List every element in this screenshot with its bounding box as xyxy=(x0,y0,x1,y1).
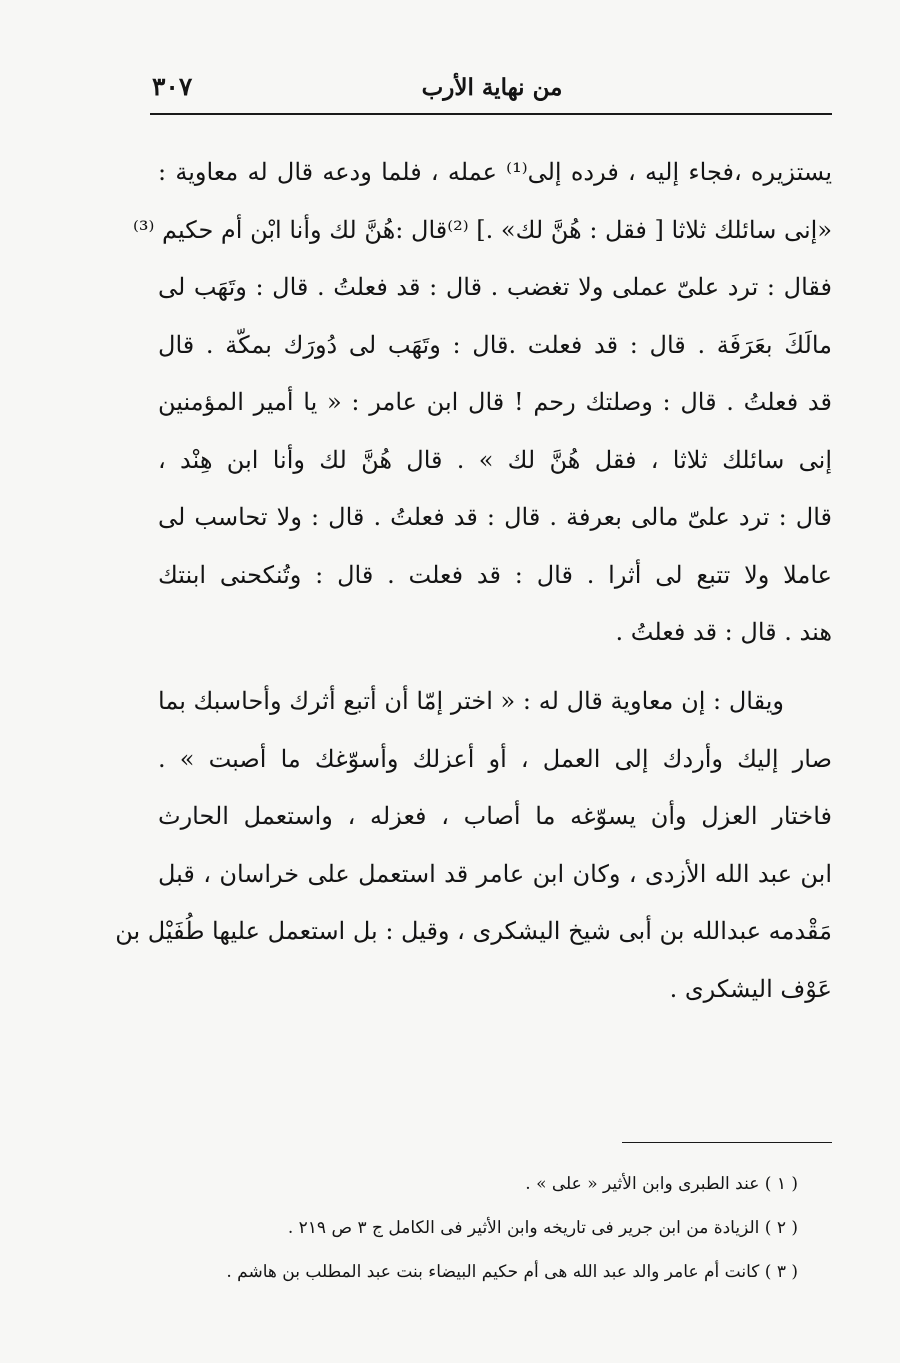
text-line: فقال : ترد علىّ عملى ولا تغضب . قال : قد فعلتُ . قال : وتَهَب لى xyxy=(158,273,832,301)
footnote-3: ( ٣ ) كانت أم عامر والد عبد الله هى أم حكيم البيضاء بنت عبد المطلب بن هاشم . xyxy=(226,1262,798,1282)
text-line: «إنى سائلك ثلاثا [ فقل : هُنَّ لك» .] ⁽²⁾قال :هُنَّ لك وأنا ابْن أم حكيم ⁽³⁾ xyxy=(132,215,832,244)
footnote-1: ( ١ ) عند الطبرى وابن الأثير « على » . xyxy=(525,1174,798,1194)
text-line: صار إليك وأردك إلى العمل ، أو أعزلك وأسوّغك ما أصبت » . xyxy=(158,744,832,773)
header-rule xyxy=(150,113,832,115)
footnote-rule xyxy=(622,1142,832,1143)
text-line: عَوْف اليشكرى . xyxy=(669,974,832,1003)
text-line: قد فعلتُ . قال : وصلتك رحم ! قال ابن عامر : « يا أمير المؤمنين xyxy=(158,388,832,416)
text-line: ابن عبد الله الأزدى ، وكان ابن عامر قد استعمل على خراسان ، قبل xyxy=(158,859,832,888)
text-line: مالَكَ بعَرَفَة . قال : قد فعلت .قال : وتَهَب لى دُورَك بمكّة . قال xyxy=(158,330,832,359)
paragraph-2 xyxy=(115,673,832,1018)
text-line: هند . قال : قد فعلتُ . xyxy=(615,618,832,646)
footnotes xyxy=(158,1162,798,1294)
text-line: مَقْدمه عبدالله بن أبى شيخ اليشكرى ، وقيل : بل استعمل عليها طُفَيْل بن xyxy=(115,917,832,945)
running-head xyxy=(152,70,832,112)
text-line: فاختار العزل وأن يسوّغه ما أصاب ، فعزله ، واستعمل الحارث xyxy=(158,802,832,830)
paragraph-1 xyxy=(132,144,833,662)
text-line: إنى سائلك ثلاثا ، فقل هُنَّ لك » . قال هُنَّ لك وأنا ابن هِنْد ، xyxy=(158,445,832,474)
text-line: يستزيره ،فجاء إليه ، فرده إلى⁽¹⁾ عمله ، فلما ودعه قال له معاوية : xyxy=(158,158,833,186)
page-number: ٣٠٧ xyxy=(152,72,193,101)
text-line: عاملا ولا تتبع لى أثرا . قال : قد فعلت . قال : وتُنكحنى ابنتك xyxy=(158,560,832,589)
running-head-title: من نهاية الأرب xyxy=(421,74,563,101)
text-line: ويقال : إن معاوية قال له : « اختر إمّا أن أتبع أثرك وأحاسبك بما xyxy=(158,687,784,715)
text-line: قال : ترد علىّ مالى بعرفة . قال : قد فعلتُ . قال : ولا تحاسب لى xyxy=(158,503,832,531)
footnote-2: ( ٢ ) الزيادة من ابن جرير فى تاريخه وابن الأثير فى الكامل ج ٣ ص ٢١٩ . xyxy=(287,1218,798,1238)
